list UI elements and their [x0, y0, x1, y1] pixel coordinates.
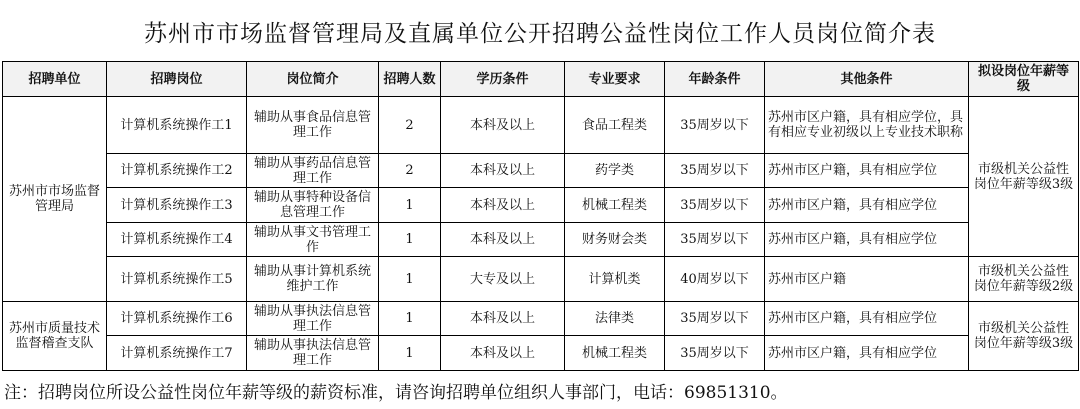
- count-cell: 2: [379, 154, 441, 188]
- post-cell: 计算机系统操作工2: [107, 154, 247, 188]
- other-cell: 苏州市区户籍，具有相应学位，具有相应专业初级以上专业技术职称: [765, 97, 969, 154]
- table-row: [3, 302, 1079, 336]
- header-age: 年龄条件: [665, 62, 765, 97]
- count-cell: 1: [379, 336, 441, 371]
- header-post: 招聘岗位: [107, 62, 247, 97]
- other-cell: 苏州市区户籍，具有相应学位: [765, 223, 969, 257]
- intro-cell: 辅助从事执法信息管理工作: [247, 336, 379, 371]
- header-unit: 招聘单位: [3, 62, 107, 97]
- education-cell: 本科及以上: [441, 97, 565, 154]
- education-cell: 本科及以上: [441, 223, 565, 257]
- intro-cell: 辅助从事计算机系统维护工作: [247, 257, 379, 302]
- post-cell: 计算机系统操作工4: [107, 223, 247, 257]
- age-cell: 35周岁以下: [665, 336, 765, 371]
- count-cell: 1: [379, 223, 441, 257]
- other-cell: 苏州市区户籍，具有相应学位: [765, 302, 969, 336]
- post-cell: 计算机系统操作工1: [107, 97, 247, 154]
- education-cell: 本科及以上: [441, 188, 565, 223]
- age-cell: 35周岁以下: [665, 188, 765, 223]
- age-cell: 40周岁以下: [665, 257, 765, 302]
- intro-cell: 辅助从事药品信息管理工作: [247, 154, 379, 188]
- post-cell: 计算机系统操作工7: [107, 336, 247, 371]
- other-cell: 苏州市区户籍，具有相应学位: [765, 188, 969, 223]
- education-cell: 本科及以上: [441, 302, 565, 336]
- count-cell: 1: [379, 257, 441, 302]
- education-cell: 大专及以上: [441, 257, 565, 302]
- age-cell: 35周岁以下: [665, 302, 765, 336]
- header-intro: 岗位简介: [247, 62, 379, 97]
- positions-table: [2, 61, 1079, 371]
- header-count: 招聘人数: [379, 62, 441, 97]
- salary-level-cell: 市级机关公益性岗位年薪等级3级: [969, 302, 1079, 371]
- post-cell: 计算机系统操作工5: [107, 257, 247, 302]
- table-row: [3, 97, 1079, 154]
- unit-cell: 苏州市质量技术监督稽查支队: [3, 302, 107, 371]
- header-education: 学历条件: [441, 62, 565, 97]
- major-cell: 法律类: [565, 302, 665, 336]
- header-major: 专业要求: [565, 62, 665, 97]
- major-cell: 机械工程类: [565, 188, 665, 223]
- salary-level-cell: 市级机关公益性岗位年薪等级3级: [969, 97, 1079, 257]
- table-row: [3, 154, 1079, 188]
- header-other: 其他条件: [765, 62, 969, 97]
- education-cell: 本科及以上: [441, 154, 565, 188]
- major-cell: 药学类: [565, 154, 665, 188]
- header-row: [3, 62, 1079, 97]
- table-row: [3, 336, 1079, 371]
- table-row: [3, 257, 1079, 302]
- age-cell: 35周岁以下: [665, 97, 765, 154]
- intro-cell: 辅助从事执法信息管理工作: [247, 302, 379, 336]
- post-cell: 计算机系统操作工6: [107, 302, 247, 336]
- major-cell: 财务财会类: [565, 223, 665, 257]
- other-cell: 苏州市区户籍，具有相应学位: [765, 336, 969, 371]
- unit-cell: 苏州市市场监督管理局: [3, 97, 107, 302]
- other-cell: 苏州市区户籍: [765, 257, 969, 302]
- count-cell: 1: [379, 302, 441, 336]
- major-cell: 计算机类: [565, 257, 665, 302]
- intro-cell: 辅助从事特种设备信息管理工作: [247, 188, 379, 223]
- major-cell: 食品工程类: [565, 97, 665, 154]
- post-cell: 计算机系统操作工3: [107, 188, 247, 223]
- age-cell: 35周岁以下: [665, 154, 765, 188]
- major-cell: 机械工程类: [565, 336, 665, 371]
- education-cell: 本科及以上: [441, 336, 565, 371]
- intro-cell: 辅助从事文书管理工作: [247, 223, 379, 257]
- other-cell: 苏州市区户籍，具有相应学位: [765, 154, 969, 188]
- footnote: 注：招聘岗位所设公益性岗位年薪等级的薪资标准，请咨询招聘单位组织人事部门，电话：69851310。: [4, 382, 788, 403]
- age-cell: 35周岁以下: [665, 223, 765, 257]
- intro-cell: 辅助从事食品信息管理工作: [247, 97, 379, 154]
- count-cell: 2: [379, 97, 441, 154]
- count-cell: 1: [379, 188, 441, 223]
- salary-level-cell: 市级机关公益性岗位年薪等级2级: [969, 257, 1079, 302]
- table-row: [3, 223, 1079, 257]
- page-title: 苏州市市场监督管理局及直属单位公开招聘公益性岗位工作人员岗位简介表: [144, 20, 936, 47]
- header-salary-level: 拟设岗位年薪等级: [969, 62, 1079, 97]
- table-row: [3, 188, 1079, 223]
